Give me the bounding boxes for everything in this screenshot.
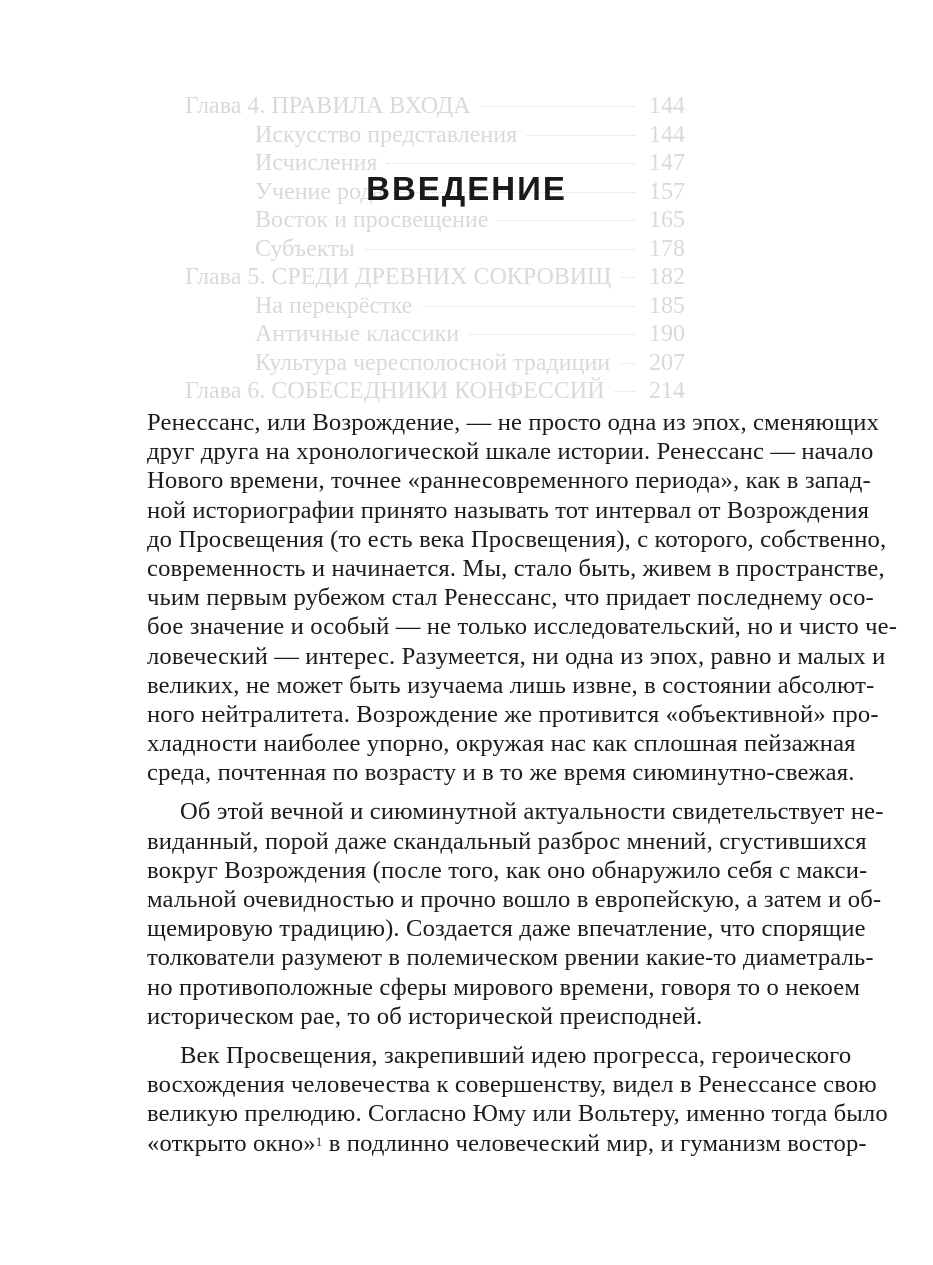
text-line: но противоположные сферы мирового времени, говоря то о некоем (147, 973, 861, 1001)
paragraph-1 (147, 408, 898, 787)
ghost-toc-page: 165 (649, 207, 685, 233)
text-line: до Просвещения (то есть века Просвещения), с которого, собственно, (147, 525, 887, 553)
ghost-toc-page: 178 (649, 235, 685, 262)
text-line: хладности наиболее упорно, окружая нас как сплошная пейзажная (147, 730, 856, 758)
ghost-toc-row (185, 206, 685, 235)
ghost-toc-row (185, 377, 685, 406)
ghost-toc-page: 190 (649, 321, 685, 347)
text-line: современность и начинается. Мы, стало быть, живем в пространстве, (147, 554, 885, 582)
text-line: ловеческий — интерес. Разумеется, ни одна из эпох, равно и малых и (147, 642, 886, 670)
text-line: среда, почтенная по возрасту и в то же время сиюминутно-свежая. (147, 759, 855, 787)
text-line: виданный, порой даже скандальный разброс мнений, сгустившихся (147, 827, 867, 855)
ghost-toc-page: 185 (649, 292, 685, 319)
chapter-heading: ВВЕДЕНИЕ (366, 170, 567, 207)
ghost-toc-label: Учение рода (255, 178, 384, 205)
text-line: ной историографии принято называть тот интервал от Возрождения (147, 496, 870, 524)
text-line: Ренессанс, или Возрождение, — не просто одна из эпох, сменяющих (147, 409, 880, 436)
ghost-toc-label: Искусство представления (255, 121, 518, 148)
text-line: восхождения человечества к совершенству, видел в Ренессансе свою (147, 1071, 877, 1099)
ghost-toc-page: 147 (649, 150, 685, 176)
text-line: великих, не может быть изучаема лишь извне, в состоянии абсолют- (147, 671, 875, 699)
ghost-toc-label: На перекрёстке (255, 292, 413, 319)
text-line: чьим первым рубежом стал Ренессанс, что придает последнему осо- (147, 584, 874, 612)
body-text (147, 408, 898, 1158)
text-line: бое значение и особый — не только исследовательский, но и чисто че- (147, 613, 898, 641)
ghost-toc-label: Античные классики (255, 321, 460, 347)
ghost-toc-label: Культура чересполосной традиции (255, 349, 611, 376)
ghost-toc-row (185, 92, 685, 121)
text-line: мальной очевидностью и прочно вошло в европейскую, а затем и об- (147, 886, 882, 913)
ghost-toc-label: Глава 6. СОБЕСЕДНИКИ КОНФЕССИЙ (185, 378, 605, 404)
text-line: великую прелюдию. Согласно Юму или Вольтеру, именно тогда было (147, 1100, 888, 1128)
ghost-toc-row (185, 121, 685, 150)
ghost-toc-row (185, 349, 685, 378)
show-through-toc (185, 92, 685, 406)
paragraph-3 (147, 1041, 888, 1158)
text-line: Нового времени, точнее «раннесовременного периода», как в запад- (147, 467, 871, 495)
ghost-toc-page: 144 (649, 93, 685, 119)
text-line: Об этой вечной и сиюминутной актуальности свидетельствует не- (180, 798, 884, 826)
text-fragment: «открыто окно» (147, 1129, 316, 1157)
ghost-toc-page: 144 (649, 121, 685, 148)
text-line: друг друга на хронологической шкале истории. Ренессанс — начало (147, 438, 874, 466)
text-line: историческом рае, то об исторической преисподней. (147, 1002, 703, 1030)
ghost-toc-label: Субъекты (255, 235, 355, 262)
text-line-with-footnote (147, 1129, 867, 1158)
ghost-toc-page: 207 (649, 349, 685, 376)
text-fragment: в подлинно человеческий мир, и гуманизм востор- (322, 1129, 867, 1157)
ghost-toc-label: Глава 5. СРЕДИ ДРЕВНИХ СОКРОВИЩ (185, 264, 612, 290)
paragraph-2 (147, 797, 884, 1031)
ghost-toc-label: Восток и просвещение (255, 207, 489, 233)
ghost-toc-row (185, 292, 685, 321)
footnote-marker[interactable]: 1 (315, 1133, 323, 1149)
ghost-toc-page: 157 (649, 178, 685, 205)
text-line: щемировую традицию). Создается даже впечатление, что спорящие (147, 915, 866, 943)
text-line: толкователи разумеют в полемическом рвении какие-то диаметраль- (147, 944, 874, 972)
ghost-toc-label: Исчисления (255, 150, 378, 176)
ghost-toc-label: Глава 4. ПРАВИЛА ВХОДА (185, 93, 471, 119)
ghost-toc-row (185, 263, 685, 292)
ghost-toc-page: 182 (649, 264, 685, 290)
ghost-toc-row (185, 235, 685, 264)
ghost-toc-page: 214 (649, 378, 685, 404)
text-line: ного нейтралитета. Возрождение же противится «объективной» про- (147, 700, 879, 728)
text-line: Век Просвещения, закрепивший идею прогресса, героического (180, 1041, 852, 1069)
text-line: вокруг Возрождения (после того, как оно обнаружило себя с макси- (147, 856, 868, 884)
ghost-toc-row (185, 320, 685, 349)
